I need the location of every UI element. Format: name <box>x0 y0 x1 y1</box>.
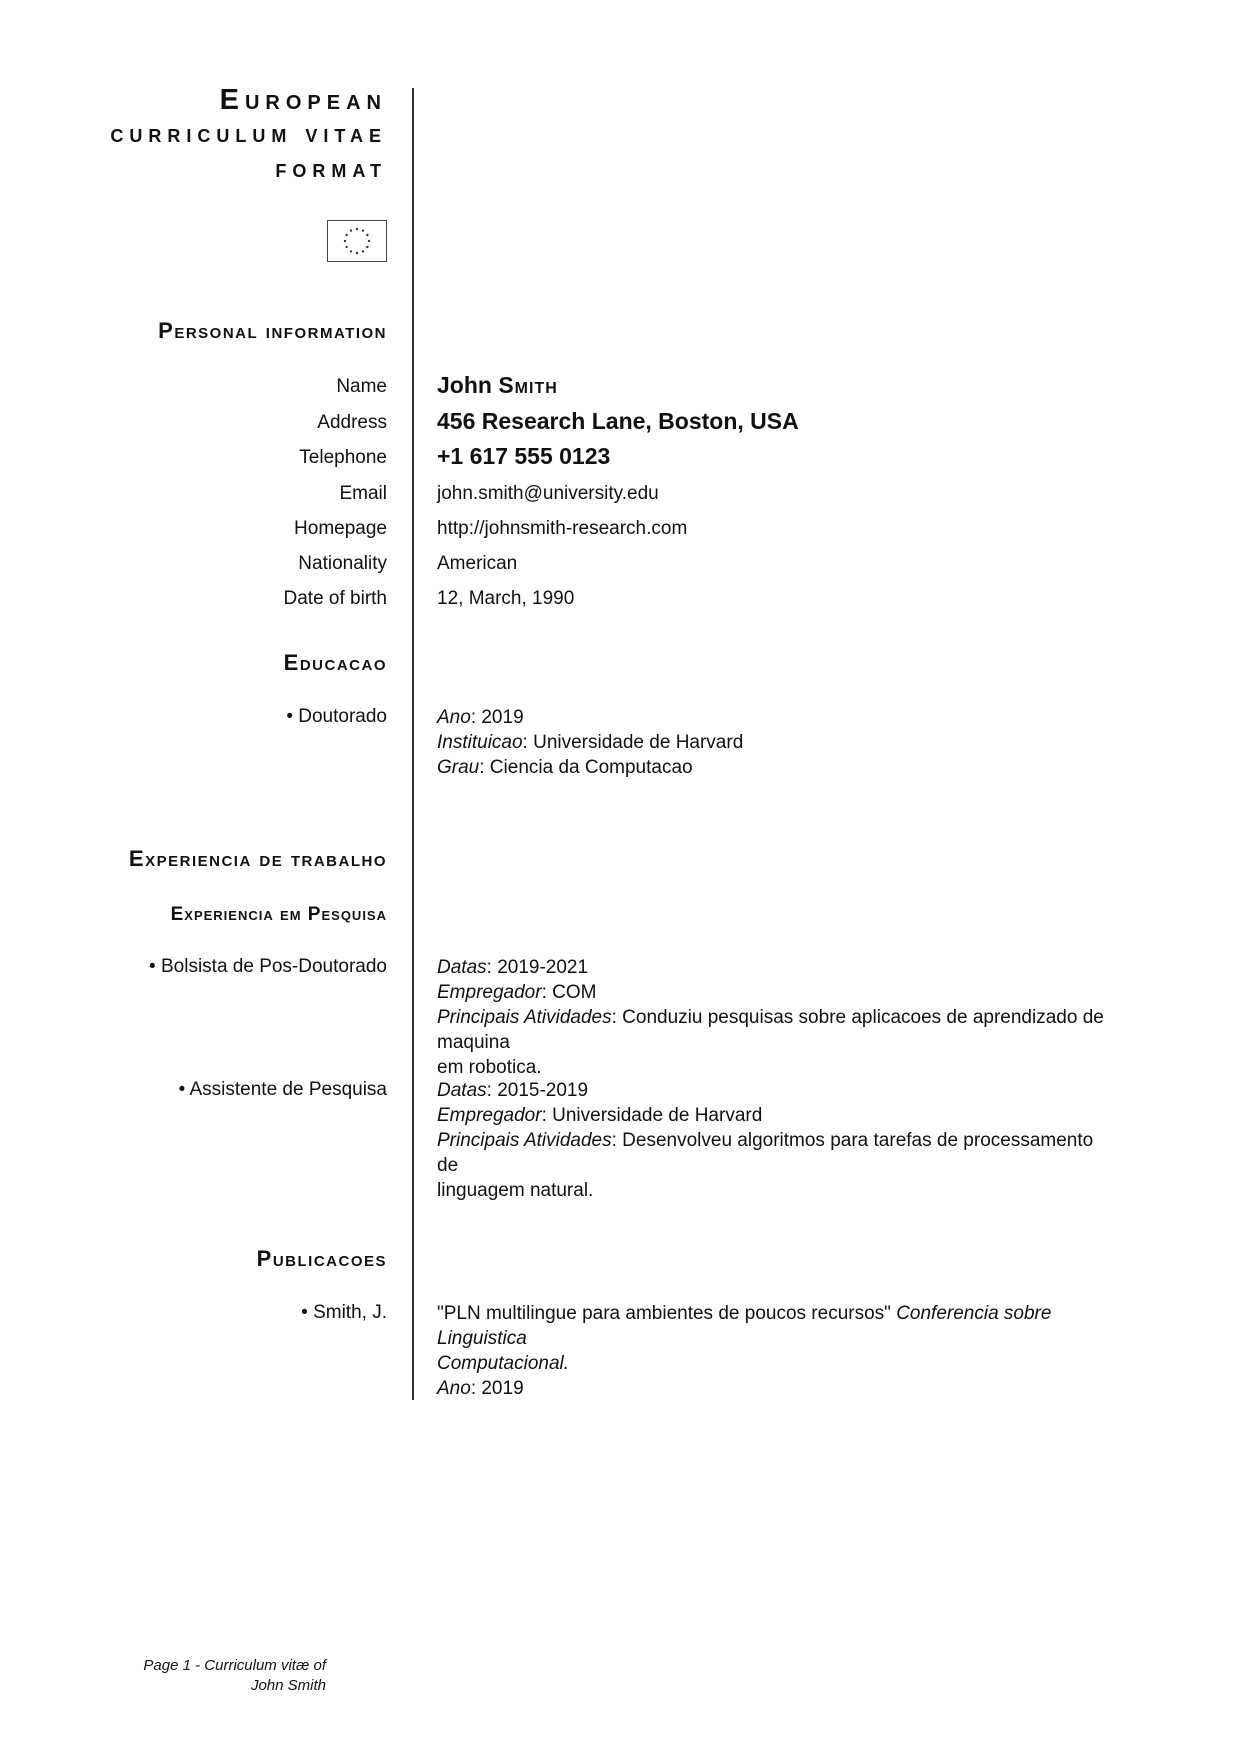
publication-item-label: • Smith, J. <box>301 1302 387 1323</box>
publication-venue-cont: Computacional. <box>437 1353 570 1374</box>
atividades-value: : Desenvolveu algoritmos para tarefas de processamento de <box>437 1130 1094 1176</box>
ano-key: Ano <box>437 1378 471 1399</box>
name-label: Name <box>336 376 387 397</box>
datas-key: Datas <box>437 957 487 978</box>
footer-line-2: John Smith <box>250 1677 326 1694</box>
atividades-value-cont: em robotica. <box>437 1057 542 1078</box>
email-label: Email <box>339 483 387 504</box>
education-heading: Educacao <box>283 650 387 675</box>
eu-flag-icon <box>327 220 387 262</box>
address-value: 456 Research Lane, Boston, USA <box>437 408 799 434</box>
cv-title-line-1: European <box>219 84 387 116</box>
email-value[interactable]: john.smith@university.edu <box>437 483 659 504</box>
nationality-value: American <box>437 553 518 574</box>
education-item-label: • Doutorado <box>286 706 387 727</box>
column-divider <box>412 88 414 1400</box>
atividades-value: : Conduziu pesquisas sobre aplicacoes de aprendizado de maquina <box>437 1007 1104 1053</box>
experience-item-label: • Bolsista de Pos-Doutorado <box>149 956 387 977</box>
page-footer <box>143 1656 326 1696</box>
dob-value: 12, March, 1990 <box>437 588 575 609</box>
cv-title-line-3: format <box>275 155 387 183</box>
empregador-key: Empregador <box>437 1105 542 1126</box>
ano-value: : 2019 <box>470 1378 524 1399</box>
experience-item <box>437 1078 1117 1203</box>
datas-key: Datas <box>437 1080 487 1101</box>
homepage-label: Homepage <box>294 518 387 539</box>
grau-key: Grau <box>437 757 480 778</box>
experience-heading: Experiencia de trabalho <box>128 846 387 871</box>
publication-venue: Conferencia sobre Linguistica <box>437 1303 1052 1349</box>
atividades-key: Principais Atividades <box>437 1130 612 1151</box>
homepage-value[interactable]: http://johnsmith-research.com <box>437 518 688 539</box>
education-item <box>437 705 1117 780</box>
telephone-value: +1 617 555 0123 <box>437 443 611 469</box>
ano-value: : 2019 <box>470 707 524 728</box>
empregador-key: Empregador <box>437 982 542 1003</box>
telephone-label: Telephone <box>299 447 387 468</box>
personal-info-heading: Personal information <box>158 318 387 343</box>
dob-label: Date of birth <box>283 588 387 609</box>
datas-value: : 2019-2021 <box>486 957 589 978</box>
footer-line-1: Page 1 - Curriculum vitæ of <box>143 1657 326 1674</box>
instituicao-key: Instituicao <box>437 732 523 753</box>
publication-title: "PLN multilingue para ambientes de poucos recursos" <box>437 1303 897 1324</box>
first-name: John <box>437 372 492 398</box>
experience-item <box>437 955 1117 1080</box>
experience-subheading: Experiencia em Pesquisa <box>170 904 387 925</box>
nationality-label: Nationality <box>298 553 387 574</box>
cv-title-line-2: curriculum vitae <box>110 120 387 148</box>
last-name: Smith <box>498 372 558 398</box>
address-label: Address <box>317 412 387 433</box>
atividades-value-cont: linguagem natural. <box>437 1180 594 1201</box>
name-value <box>437 372 558 399</box>
publications-heading: Publicacoes <box>256 1246 387 1271</box>
grau-value: : Ciencia da Computacao <box>479 757 693 778</box>
empregador-value: : Universidade de Harvard <box>541 1105 763 1126</box>
empregador-value: : COM <box>541 982 597 1003</box>
instituicao-value: : Universidade de Harvard <box>522 732 744 753</box>
publication-item <box>437 1301 1117 1401</box>
atividades-key: Principais Atividades <box>437 1007 612 1028</box>
datas-value: : 2015-2019 <box>486 1080 589 1101</box>
experience-item-label: • Assistente de Pesquisa <box>178 1079 387 1100</box>
ano-key: Ano <box>437 707 471 728</box>
